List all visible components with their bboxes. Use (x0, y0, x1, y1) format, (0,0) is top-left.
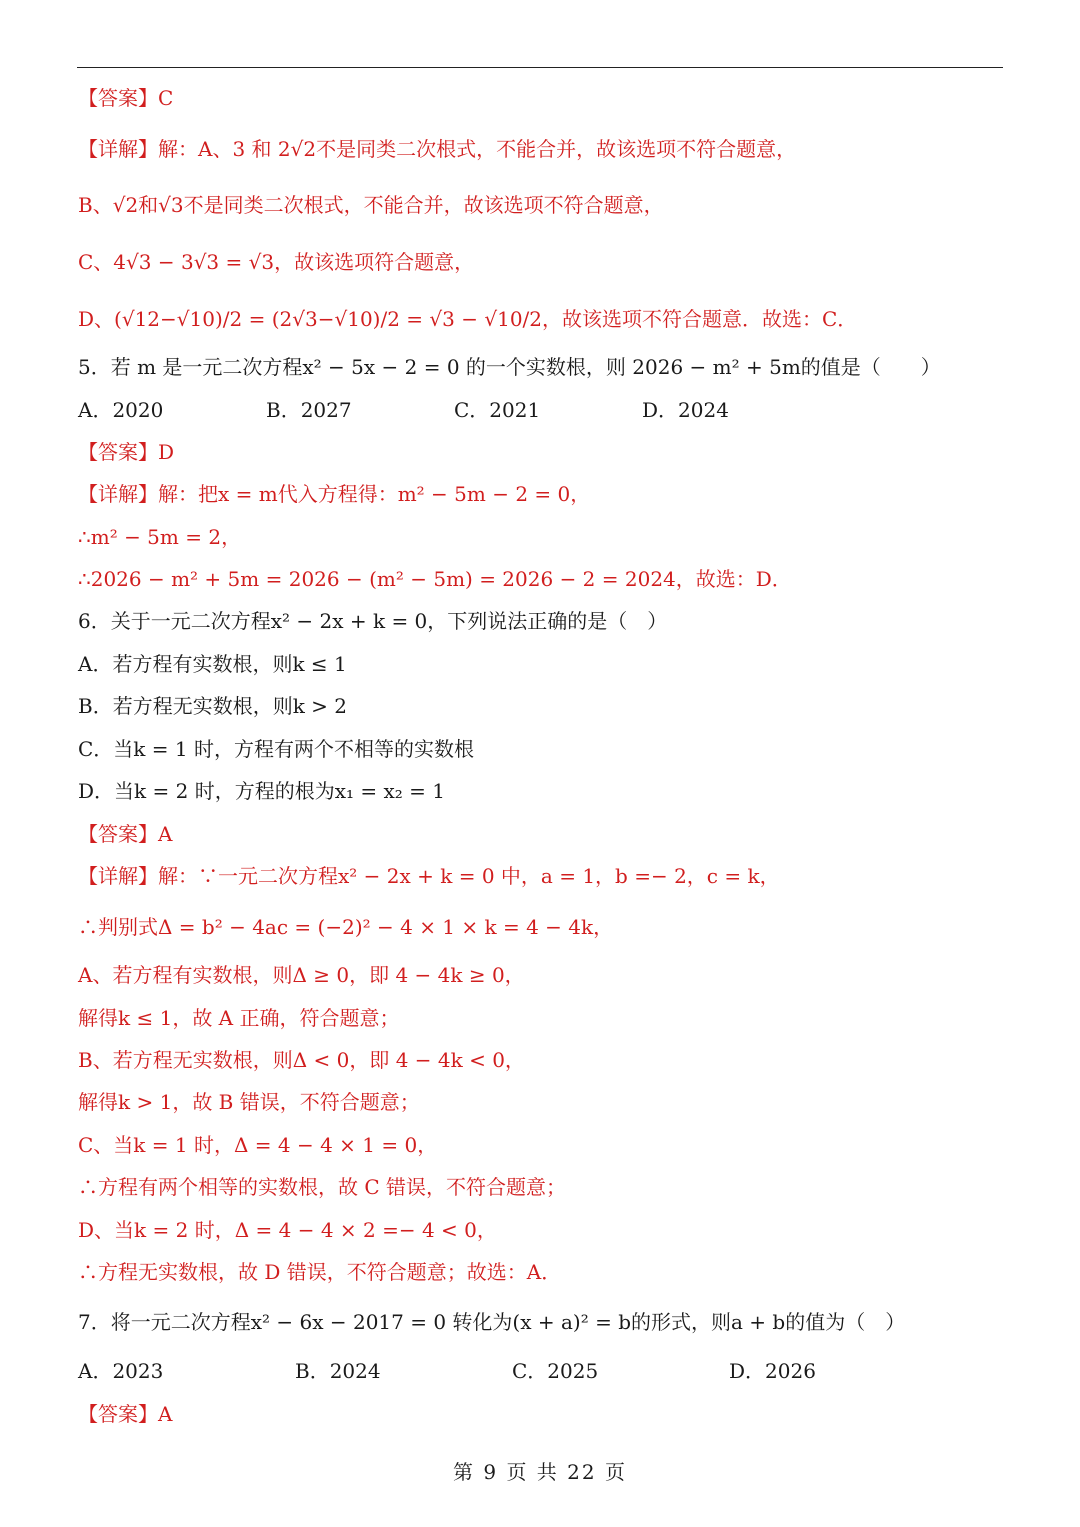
question-5: 5．若 m 是一元二次方程x² − 5x − 2 = 0 的一个实数根，则 2026 − m² + 5m的值是（ ） (78, 355, 941, 379)
option: C．当k = 1 时，方程有两个不相等的实数根 (78, 737, 474, 761)
question-6: 6．关于一元二次方程x² − 2x + k = 0，下列说法正确的是（ ） (78, 609, 668, 633)
explanation-line: ∴方程有两个相等的实数根，故 C 错误，不符合题意； (78, 1175, 567, 1199)
option: A．若方程有实数根，则k ≤ 1 (78, 652, 347, 676)
options-q7 (78, 1351, 1040, 1391)
explanation-line: 【详解】解：∵一元二次方程x² − 2x + k = 0 中，a = 1，b =− 2，c = k， (78, 864, 780, 888)
explanation-line: 解得k ≤ 1，故 A 正确，符合题意； (78, 1006, 400, 1030)
explanation-line: C、4√3 − 3√3 = √3，故该选项符合题意， (78, 250, 475, 274)
option: A．2023 (78, 1359, 164, 1383)
option: D．2026 (729, 1359, 816, 1383)
explanation-line: B、√2和√3不是同类二次根式，不能合并，故该选项不符合题意， (78, 193, 664, 217)
answer-line: 【答案】A (78, 822, 173, 846)
explanation-line: ∴2026 − m² + 5m = 2026 − (m² − 5m) = 2026 − 2 = 2024，故选：D． (78, 567, 792, 591)
option: A．2020 (78, 398, 164, 422)
answer-line: 【答案】C (78, 86, 174, 110)
explanation-line: 【详解】解：A、3 和 2√2不是同类二次根式，不能合并，故该选项不符合题意， (78, 137, 797, 161)
explanation-line: A、若方程有实数根，则Δ ≥ 0，即 4 − 4k ≥ 0， (78, 963, 525, 987)
option: C．2025 (512, 1359, 599, 1383)
option: B．2027 (266, 398, 352, 422)
header-rule (77, 67, 1003, 68)
page-footer: 第 9 页 共 22 页 (453, 1460, 627, 1484)
option: C．2021 (454, 398, 541, 422)
answer-line: 【答案】A (78, 1402, 173, 1426)
option: B．2024 (295, 1359, 381, 1383)
explanation-line: B、若方程无实数根，则Δ < 0，即 4 − 4k < 0， (78, 1048, 525, 1072)
options-q5 (78, 390, 1040, 430)
option: B．若方程无实数根，则k > 2 (78, 694, 348, 718)
explanation-line: ∴方程无实数根，故 D 错误，不符合题意；故选：A． (78, 1260, 562, 1284)
explanation-line: D、当k = 2 时，Δ = 4 − 4 × 2 =− 4 < 0， (78, 1218, 497, 1242)
explanation-line: 【详解】解：把x = m代入方程得：m² − 5m − 2 = 0， (78, 482, 591, 506)
explanation-line: ∴判别式Δ = b² − 4ac = (−2)² − 4 × 1 × k = 4 − 4k， (78, 915, 614, 939)
option: D．2024 (642, 398, 729, 422)
option: D．当k = 2 时，方程的根为x₁ = x₂ = 1 (78, 779, 445, 803)
explanation-line: D、(√12−√10)/2 = (2√3−√10)/2 = √3 − √10/2，故该选项不符合题意．故选：C． (78, 307, 858, 331)
explanation-line: 解得k > 1，故 B 错误，不符合题意； (78, 1090, 420, 1114)
question-7: 7．将一元二次方程x² − 6x − 2017 = 0 转化为(x + a)² = b的形式，则a + b的值为（ ） (78, 1310, 906, 1334)
explanation-line: C、当k = 1 时，Δ = 4 − 4 × 1 = 0， (78, 1133, 438, 1157)
explanation-line: ∴m² − 5m = 2， (78, 525, 242, 549)
answer-line: 【答案】D (78, 440, 175, 464)
